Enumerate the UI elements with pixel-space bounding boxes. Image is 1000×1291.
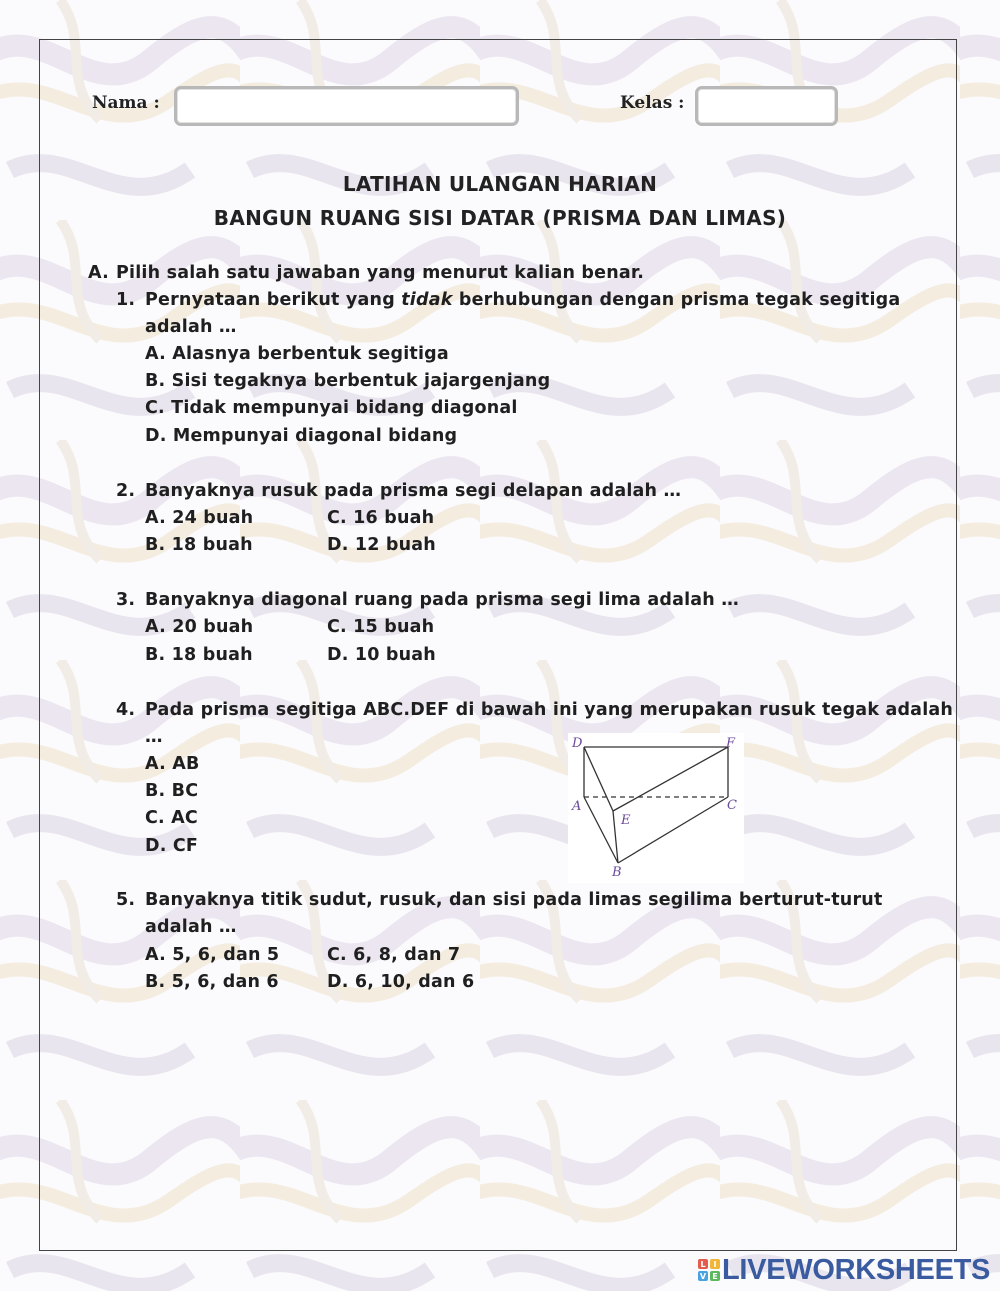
question-1-text-line2: adalah … — [145, 317, 237, 337]
page-title: LATIHAN ULANGAN HARIAN — [342, 172, 658, 196]
vertex-label: D — [572, 736, 583, 751]
question-4-text: Pada prisma segitiga ABC.DEF di bawah ini yang merupakan rusuk tegak adalah — [145, 700, 954, 720]
option[interactable]: A. 24 buah — [145, 508, 254, 528]
option[interactable]: D. 6, 10, dan 6 — [327, 972, 475, 992]
name-input[interactable] — [174, 86, 519, 126]
option[interactable]: B. Sisi tegaknya berbentuk jajargenjang — [145, 371, 551, 391]
option[interactable]: B. 5, 6, dan 6 — [145, 972, 279, 992]
question-number: 2. — [116, 481, 136, 501]
question-5-text-line2: adalah … — [145, 917, 237, 937]
question-2-text: Banyaknya rusuk pada prisma segi delapan adalah … — [145, 481, 682, 501]
option[interactable]: C. 16 buah — [327, 508, 435, 528]
option[interactable]: C. Tidak mempunyai bidang diagonal — [145, 398, 518, 418]
liveworksheets-logo-text[interactable]: LIVEWORKSHEETS — [722, 1254, 991, 1286]
name-label: Nama : — [92, 93, 160, 113]
page-subtitle: BANGUN RUANG SISI DATAR (PRISMA DAN LIMAS) — [213, 206, 787, 230]
option[interactable]: D. 12 buah — [327, 535, 436, 555]
option[interactable]: D. Mempunyai diagonal bidang — [145, 426, 458, 446]
option[interactable]: C. 15 buah — [327, 617, 435, 637]
class-input[interactable] — [695, 86, 838, 126]
option[interactable]: D. 10 buah — [327, 645, 436, 665]
option[interactable]: D. CF — [145, 836, 199, 856]
vertex-label: A — [572, 799, 582, 814]
class-label: Kelas : — [620, 93, 685, 113]
section-label: A. — [88, 263, 109, 283]
vertex-label: B — [612, 865, 622, 880]
option[interactable]: A. 5, 6, dan 5 — [145, 945, 280, 965]
vertex-label: C — [727, 798, 737, 813]
question-4-text-line2: … — [145, 727, 163, 747]
vertex-label: F — [726, 736, 736, 751]
question-number: 4. — [116, 700, 136, 720]
question-3-text: Banyaknya diagonal ruang pada prisma segi lima adalah … — [145, 590, 739, 610]
question-number: 1. — [116, 290, 136, 310]
option[interactable]: B. 18 buah — [145, 535, 253, 555]
question-1-text: Pernyataan berikut yang tidak berhubungan dengan prisma tegak segitiga — [145, 290, 901, 310]
option[interactable]: C. 6, 8, dan 7 — [327, 945, 461, 965]
vertex-label: E — [621, 813, 631, 828]
option[interactable]: B. BC — [145, 781, 199, 801]
option[interactable]: C. AC — [145, 808, 198, 828]
section-instruction: Pilih salah satu jawaban yang menurut kalian benar. — [116, 263, 645, 283]
question-5-text: Banyaknya titik sudut, rusuk, dan sisi pada limas segilima berturut-turut — [145, 890, 883, 910]
logo-icon-letter: V — [699, 1272, 707, 1281]
logo-icon-letter: E — [712, 1272, 718, 1281]
option[interactable]: A. Alasnya berbentuk segitiga — [145, 344, 449, 364]
liveworksheets-logo-icon — [698, 1259, 720, 1281]
logo-icon-letter: L — [700, 1260, 706, 1269]
option[interactable]: A. AB — [145, 754, 200, 774]
logo-icon-letter: I — [713, 1260, 717, 1269]
prism-figure — [568, 733, 744, 883]
question-number: 3. — [116, 590, 136, 610]
option[interactable]: B. 18 buah — [145, 645, 253, 665]
question-number: 5. — [116, 890, 136, 910]
option[interactable]: A. 20 buah — [145, 617, 254, 637]
